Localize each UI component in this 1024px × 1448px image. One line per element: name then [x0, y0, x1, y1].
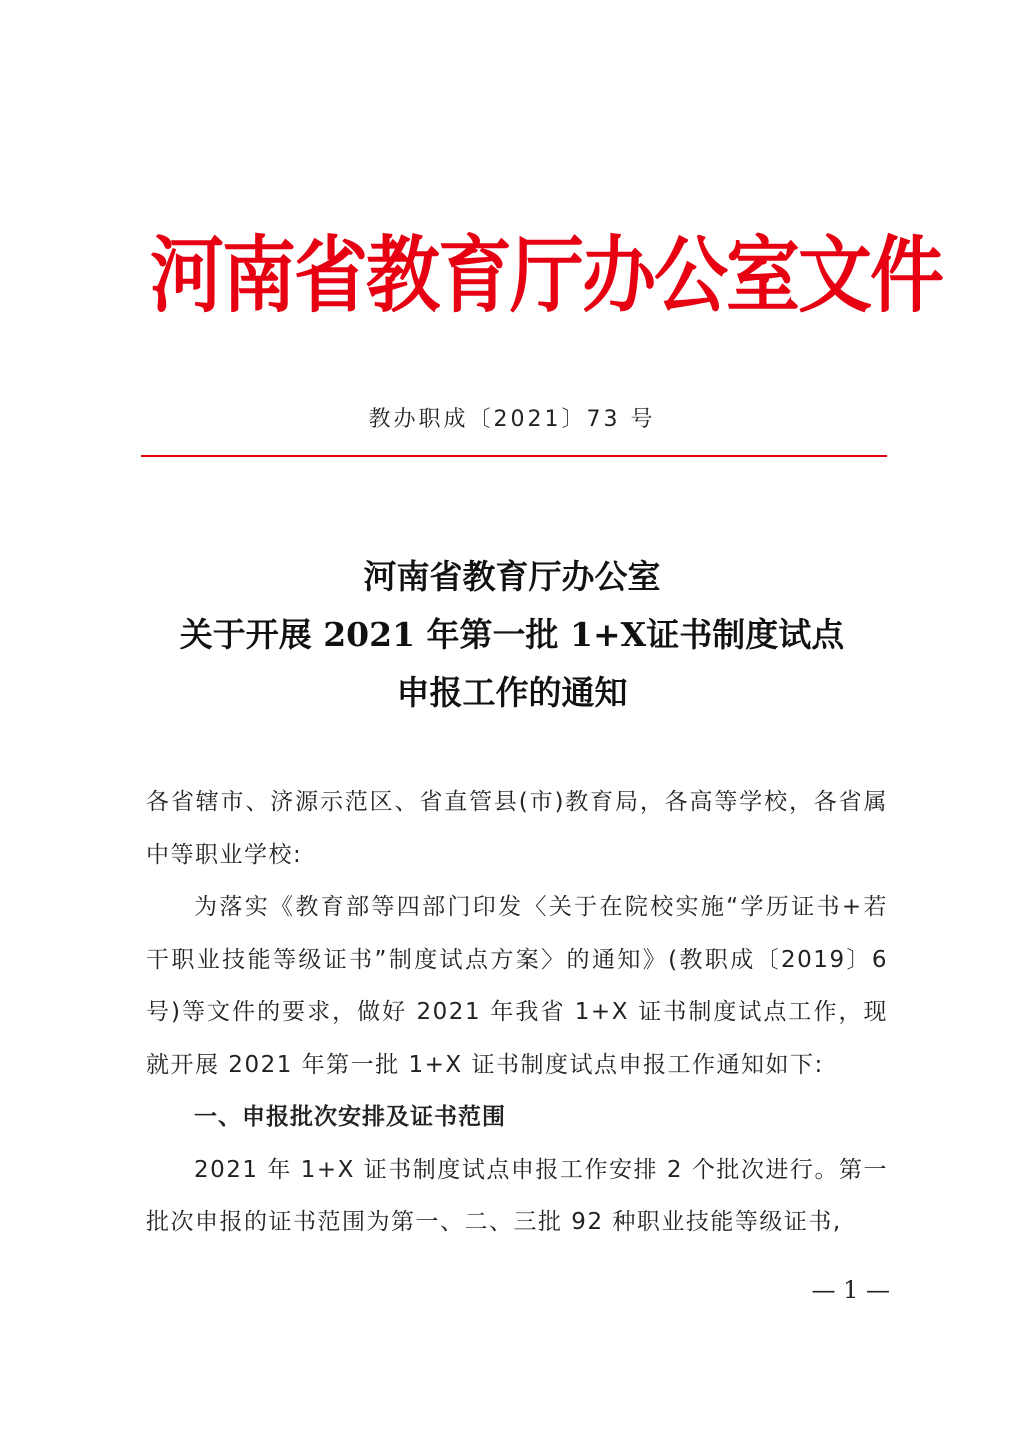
addressee-paragraph: 各省辖市、济源示范区、省直管县(市)教育局，各高等学校，各省属中等职业学校: — [146, 789, 888, 868]
section-heading-1: 一、申报批次安排及证书范围 — [194, 1104, 506, 1130]
title-line-1: 河南省教育厅办公室 — [363, 557, 661, 596]
title-line-3: 申报工作的通知 — [396, 673, 628, 712]
title-line-2: 关于开展 2021 年第一批 1+X证书制度试点 — [179, 615, 845, 654]
page-number: — 1 — — [811, 1276, 890, 1304]
issuer-red-header: 河南省教育厅办公室文件 — [150, 227, 942, 324]
document-body — [146, 776, 888, 1249]
intro-paragraph: 为落实《教育部等四部门印发〈关于在院校实施“学历证书+若干职业技能等级证书”制度试点方案〉的通知》(教职成〔2019〕6号)等文件的要求，做好 2021 年我省 1+X 证书制度试点工作，现就开展 2021 年第一批 1+X 证书制度试点申报工作通知如下: — [146, 894, 888, 1078]
notice-title — [120, 548, 904, 722]
document-number: 教办职成〔2021〕73 号 — [368, 407, 656, 432]
section-1-paragraph: 2021 年 1+X 证书制度试点申报工作安排 2 个批次进行。第一批次申报的证书范围为第一、二、三批 92 种职业技能等级证书, — [146, 1156, 888, 1235]
red-separator-line — [141, 455, 887, 457]
